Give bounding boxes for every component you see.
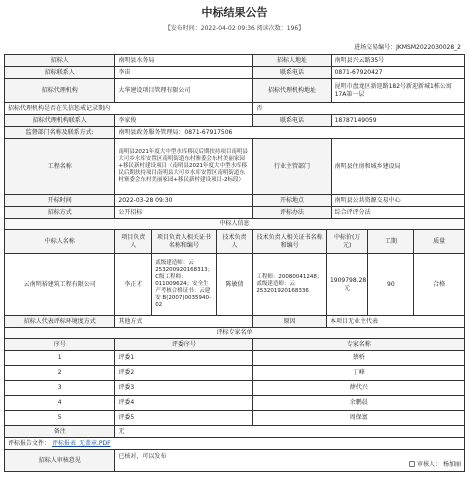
agency-contact-value: 李家俊	[115, 115, 253, 127]
remark-value: 无	[115, 426, 465, 438]
industry-label: 行业主管部门	[253, 139, 331, 195]
winner-quality: 合格	[414, 254, 465, 316]
supervisor-value: 南明县政务服务管理局：0871-67917506	[115, 127, 465, 139]
phone-label: 联系电话	[253, 67, 331, 79]
eval-label: 评标办法	[253, 207, 331, 219]
contact-value: 李宙	[115, 67, 253, 79]
eval-value: 综合评评分法	[331, 207, 464, 219]
tenderer-addr-value: 南明县兴云路35号	[331, 55, 464, 67]
expert-role: 评委4	[115, 396, 253, 411]
opinion-label: 招标人审核意见	[5, 450, 115, 472]
industry-value: 南明县住房和城乡建设局	[331, 139, 464, 195]
agency-addr-value: 昆明市盘龙区新迎路182号新迎新城1栋公寓17A第一层	[331, 79, 464, 103]
winner-header: 质量	[414, 230, 465, 254]
page-title: 中标结果公告	[201, 6, 268, 19]
winner-pm-cert: 贰级建造师：云253200920168313；C级工程师：011009624；安全生产考核合格证书：云建安 B(2007)0035940-02	[152, 254, 216, 316]
reviewer-name: 杨加丽	[442, 460, 461, 468]
publish-meta: 【发布时间：2022-04-02 09:36 阅读次数：196】	[164, 25, 305, 32]
expert-header: 专家名称	[253, 339, 465, 351]
reason-value: 本项目无业主代表	[326, 316, 464, 328]
remark-label: 备注	[5, 426, 115, 438]
winner-tech: 陈敏倩	[216, 254, 253, 316]
expert-name: 余鹏晨	[253, 396, 465, 411]
flag-icon	[409, 461, 415, 467]
winner-section-title: 中标人信息	[5, 219, 465, 230]
supervisor-label: 监督部门名称及联系方式:	[5, 127, 115, 139]
open-time-value: 2022-03-28 09:30	[115, 195, 253, 207]
expert-no: 1	[5, 351, 115, 366]
winner-pm: 李正才	[115, 254, 152, 316]
winner-period: 90	[368, 254, 414, 316]
winner-header: 项目负责人相关证书名称和编号	[152, 230, 216, 254]
conflict-label: 招标代理机构是否在失信惩戒记录期内	[5, 103, 253, 115]
phone-value: 0871-67920427	[331, 67, 464, 79]
expert-header: 评委序号	[115, 339, 253, 351]
expert-name: 周保富	[253, 411, 465, 426]
info-table	[4, 54, 465, 219]
table-row	[5, 381, 465, 396]
table-row	[5, 366, 465, 381]
expert-name: 薛代兴	[253, 381, 465, 396]
method-label: 招标方式	[5, 207, 115, 219]
reject-label: 招标人代表评标环境度方式	[5, 316, 115, 328]
tenderer-label: 招标人	[5, 55, 115, 67]
reject-value: 其他方式	[115, 316, 253, 328]
agency-value: 大华建设项目管理有限公司	[115, 79, 253, 103]
agency-addr-label: 招标代理机构地址	[253, 79, 331, 103]
expert-role: 评委2	[115, 366, 253, 381]
reviewer	[118, 461, 461, 469]
opinion-value: 已核对，可以发布	[118, 452, 167, 460]
agency-phone-value: 18787149059	[331, 115, 464, 127]
expert-header: 序号	[5, 339, 115, 351]
expert-role: 评委1	[115, 351, 253, 366]
expert-role: 评委5	[115, 411, 253, 426]
winner-header: 中标价(万元)	[326, 230, 367, 254]
winner-table	[4, 218, 465, 328]
conflict-value: 否	[253, 103, 465, 115]
table-row	[5, 351, 465, 366]
reviewer-label: 审核人：	[417, 460, 442, 468]
winner-name: 云南明裕建筑工程有限公司	[5, 254, 115, 316]
report-file-link[interactable]: 评标报表_无盖章.PDF	[51, 439, 111, 447]
expert-section-title: 评标专家名单	[5, 328, 465, 339]
report-row	[5, 438, 465, 450]
winner-tech-cert: 工程师：20080041248；贰级建造师：云253201920168336	[253, 254, 327, 316]
table-row	[5, 396, 465, 411]
opinion-cell	[115, 450, 465, 472]
result-sheet	[4, 54, 465, 472]
contact-label: 招标联系人	[5, 67, 115, 79]
tenderer-addr-label: 招标人地址	[253, 55, 331, 67]
expert-no: 4	[5, 396, 115, 411]
winner-header: 项目负责人	[115, 230, 152, 254]
winner-header: 技术负责人相关证书名称和编号	[253, 230, 327, 254]
expert-name: 丁峰	[253, 366, 465, 381]
reason-label: 原因	[253, 316, 327, 328]
winner-header: 技术负责人	[216, 230, 253, 254]
expert-no: 3	[5, 381, 115, 396]
project-value: 南明县2021年度大中型水库移民后期扶持项目南明县大可乡水库安置区南明街道东村寨委会东村美丽家园+移民新村建设项目（南明县2021年度大中型水库移民后期扶持项目南明县大可乡水库安置区南明街道东村寨委会东村美丽家园+移民新村建设项目-2标段）	[115, 139, 253, 195]
expert-no: 2	[5, 366, 115, 381]
open-place-value: 南明县公共资源交易中心	[331, 195, 464, 207]
open-time-label: 开标时间	[5, 195, 115, 207]
agency-label: 招标代理机构	[5, 79, 115, 103]
open-place-label: 开标地点	[253, 195, 331, 207]
table-row	[5, 411, 465, 426]
winner-header: 中标人名称	[5, 230, 115, 254]
expert-table	[4, 327, 465, 472]
winner-price: 1909798.28 元	[326, 254, 367, 316]
agency-contact-label: 招标代理机构联系人	[5, 115, 115, 127]
winner-header: 工期	[368, 230, 414, 254]
expert-role: 评委3	[115, 381, 253, 396]
agency-phone-label: 联系电话	[253, 115, 331, 127]
tenderer-value: 南明县水务局	[115, 55, 253, 67]
expert-name: 蔡桥	[253, 351, 465, 366]
project-label: 工程名称	[5, 139, 115, 195]
expert-no: 5	[5, 411, 115, 426]
report-label: 评标报告文件：	[8, 439, 51, 447]
trade-code: 进场交易编号：JKMSM2022030028_2	[354, 44, 461, 51]
method-value: 公开招标	[115, 207, 253, 219]
